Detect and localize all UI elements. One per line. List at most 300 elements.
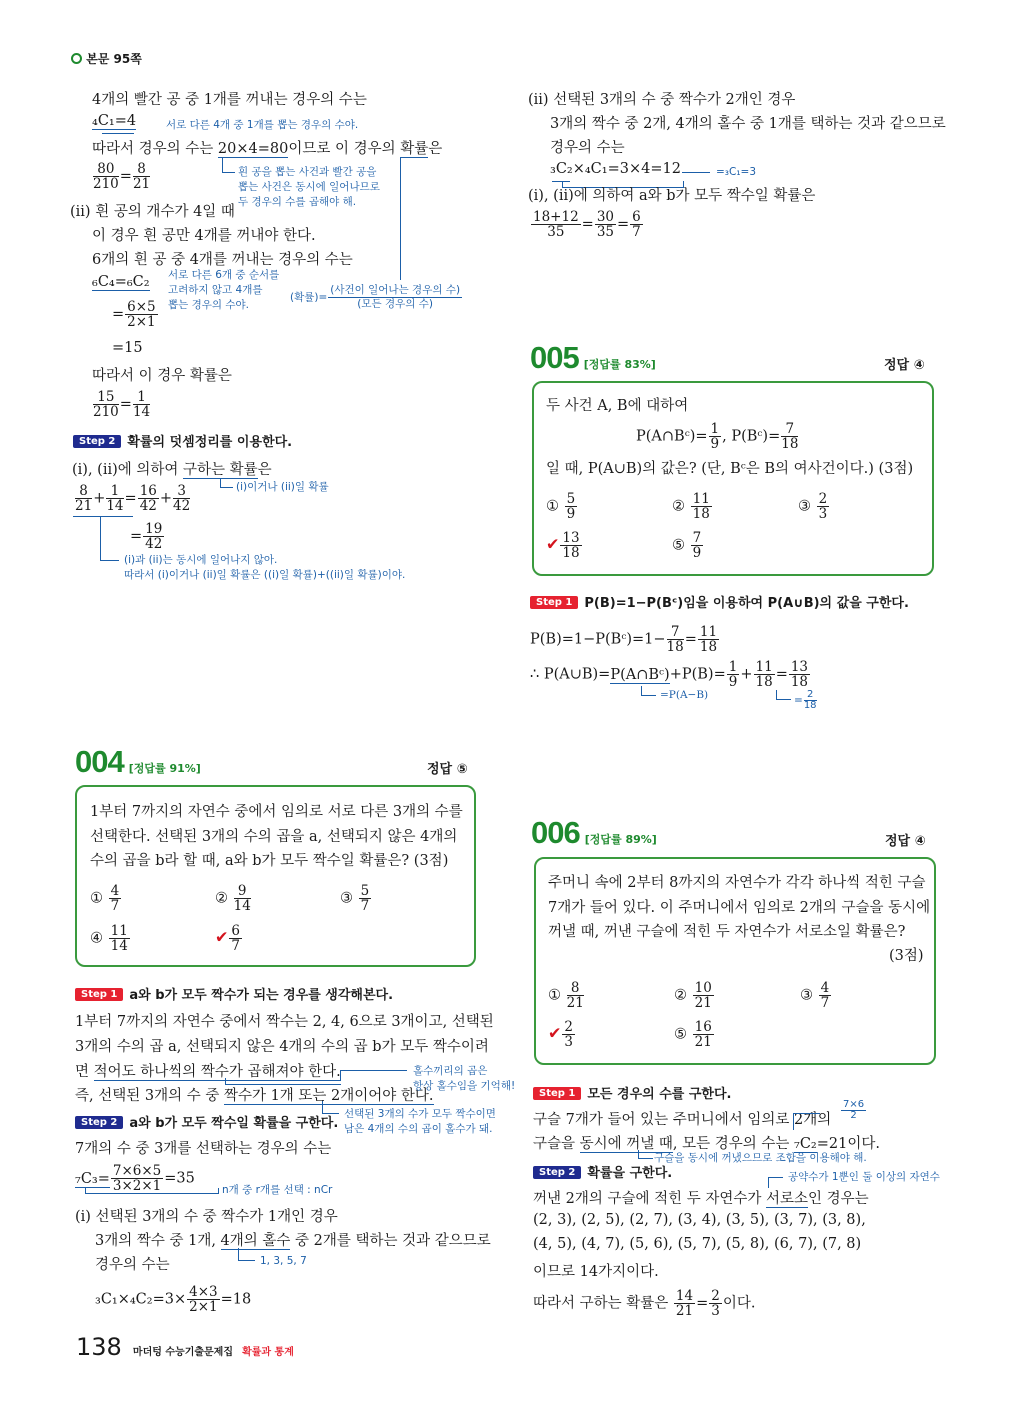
text: 9 — [692, 545, 702, 561]
text: 18 — [562, 545, 580, 561]
choice-1[interactable] — [90, 884, 122, 913]
question-math — [636, 422, 799, 451]
fraction — [754, 660, 775, 689]
probability-formula — [290, 284, 463, 311]
problem-header — [530, 340, 656, 376]
text: 확률의 덧셈정리를 이용한다. — [127, 435, 293, 450]
text: 18 — [699, 639, 718, 655]
text: 홀수끼리의 곱은 — [413, 1065, 488, 1077]
connector — [776, 690, 791, 700]
text: 8 — [75, 484, 92, 499]
text: 2 — [850, 1110, 857, 1121]
step2-badge: Step 2 — [533, 1166, 581, 1179]
text: 5 — [566, 491, 576, 507]
problem-number: 004 — [75, 744, 124, 779]
text: 1 — [710, 421, 720, 437]
text: ⑤ — [672, 537, 685, 554]
step2-badge: Step 2 — [73, 435, 121, 448]
text: P(B)=1−P(Bᶜ)=1− — [530, 631, 666, 648]
text: 1부터 7까지의 자연수 중에서 임의로 서로 다른 3개의 수를 — [90, 804, 463, 820]
text-line — [92, 137, 442, 158]
text: ₇C₃= — [75, 1170, 110, 1187]
text: 42 — [139, 498, 157, 514]
text: 꺼낸 2개의 구슬에 적힌 두 자연수가 — [533, 1191, 766, 1207]
text: 1 — [133, 390, 150, 405]
step-heading — [533, 1162, 672, 1181]
annotation — [238, 165, 380, 210]
text-line: 경우의 수는 — [550, 140, 625, 156]
text: 11 — [692, 491, 710, 507]
text-line: 3개의 수의 곱 a, 선택되지 않은 4개의 수의 곱 b가 모두 짝수이려 — [75, 1039, 489, 1055]
connector — [225, 1078, 341, 1085]
annotation — [168, 268, 279, 313]
text-line: (ii) 흰 공의 개수가 4일 때 — [70, 204, 235, 220]
text: a와 b가 모두 짝수가 되는 경우를 생각해본다. — [129, 988, 394, 1003]
text: 동시에 꺼낼 때 — [579, 1136, 673, 1152]
text: (사건이 일어나는 경우의 수) — [330, 284, 461, 296]
text-line — [92, 113, 136, 129]
fraction — [781, 422, 798, 451]
choice-4-correct[interactable] — [548, 1020, 576, 1049]
annotation: 공약수가 1뿐인 둘 이상의 자연수 — [788, 1171, 940, 1183]
text-line: 이 경우 흰 공만 4개를 꺼내야 한다. — [92, 228, 316, 244]
text: 10 — [694, 980, 712, 996]
text: 006 — [531, 815, 580, 850]
math — [530, 660, 811, 689]
math — [530, 625, 720, 654]
text: 7 — [110, 898, 120, 914]
fraction — [804, 690, 817, 711]
math: ₄C₁=4 — [92, 113, 137, 129]
text: 확률 — [400, 141, 429, 157]
text: ① — [548, 987, 561, 1004]
text: 8 — [133, 162, 150, 177]
checkmark-icon: ✔ — [548, 1023, 562, 1043]
text: 21 — [566, 995, 584, 1011]
fraction — [109, 924, 130, 953]
text-line: (ii) 선택된 3개의 수 중 짝수가 2개인 경우 — [528, 92, 796, 108]
math: = $\frac{19}{42}$ — [130, 521, 163, 552]
fraction — [229, 924, 242, 953]
text: (모든 경우의 수) — [357, 298, 434, 310]
fraction — [531, 210, 581, 239]
text: 2×1 — [189, 1299, 218, 1315]
text: , 모든 경우의 수는 — [672, 1136, 795, 1152]
text: 18+12 — [533, 209, 579, 225]
text: 3 — [564, 1034, 573, 1050]
text: = — [696, 1295, 709, 1312]
step-heading — [533, 1083, 731, 1102]
choice-5[interactable] — [672, 531, 704, 560]
text: 21 — [132, 176, 151, 192]
step-heading — [75, 1112, 338, 1131]
text: 16 — [139, 483, 157, 499]
text: 수의 곱을 b라 할 때, a와 b가 모두 짝수일 확률은? (3점) — [90, 853, 449, 869]
text: 뽑는 경우의 수야. — [168, 299, 250, 311]
text: 18 — [755, 674, 773, 690]
text-line: 7개의 수 중 3개를 선택하는 경우의 수는 — [75, 1141, 332, 1157]
choice-3[interactable] — [800, 981, 832, 1010]
text: 따라서 구하는 확률은 — [533, 1295, 673, 1312]
text: 35 — [596, 224, 615, 240]
fraction — [691, 531, 704, 560]
text-line: 이므로 14가지이다. — [533, 1264, 659, 1280]
text: 18 — [692, 506, 710, 522]
text: 3개의 짝수 중 1개, — [95, 1233, 221, 1249]
correct-rate: [정답률 91%] — [128, 762, 201, 775]
fraction — [173, 484, 190, 513]
text: 14 — [132, 404, 151, 420]
text: ∴ P(A∪B)= — [530, 666, 611, 683]
text: 짝수가 1개 또는 2개이어야 한다. — [223, 1088, 434, 1104]
answer-label: 정답 ④ — [885, 834, 926, 849]
connector — [102, 133, 134, 135]
fraction — [93, 162, 119, 191]
text: 은 — [257, 462, 272, 478]
text: 7 — [632, 224, 641, 240]
text-line — [533, 1132, 880, 1153]
text: 고려하지 않고 4개를 — [168, 284, 263, 296]
text: 확률을 구한다. — [587, 1166, 673, 1181]
connector — [220, 478, 233, 488]
text: 뽑는 사건은 동시에 일어나므로 — [238, 181, 380, 193]
text: 11 — [755, 659, 773, 675]
text: 이다. — [722, 1295, 756, 1312]
text-line: 6개의 흰 공 중 4개를 꺼내는 경우의 수는 — [92, 252, 353, 268]
fraction — [133, 390, 150, 419]
fraction — [234, 884, 251, 913]
fraction — [187, 1285, 220, 1314]
checkmark-icon: ✔ — [546, 534, 560, 554]
annotation: n개 중 r개를 선택 : nCr — [222, 1184, 333, 1196]
question-text — [548, 871, 930, 945]
fraction — [138, 484, 159, 513]
fraction — [106, 484, 123, 513]
step-heading — [530, 592, 909, 611]
annotation — [344, 1107, 496, 1137]
text: 7 — [820, 995, 830, 1011]
math: $\frac{80}{210}$ = $\frac{8}{21}$ — [93, 161, 151, 192]
annotation — [124, 553, 405, 583]
text: 14 — [110, 938, 128, 954]
text: 7 — [781, 422, 798, 437]
step1-badge: Step 1 — [533, 1087, 581, 1100]
reference-text: 본문 95쪽 — [86, 52, 142, 66]
text: = — [794, 694, 803, 707]
text: 42 — [145, 536, 163, 552]
connector — [641, 686, 656, 696]
fraction — [693, 981, 714, 1010]
text: 35 — [547, 224, 565, 240]
footer — [76, 1333, 294, 1361]
step1-badge: Step 1 — [530, 596, 578, 609]
fraction — [567, 981, 584, 1010]
text: 80 — [93, 162, 119, 177]
text: 항상 홀수임을 기억해! — [413, 1080, 516, 1092]
text: 14 — [233, 898, 251, 914]
fraction — [75, 484, 92, 513]
choice-1[interactable] — [548, 981, 585, 1010]
connector — [638, 1150, 653, 1159]
text: 18 — [781, 436, 799, 452]
answer-label: 정답 ⑤ — [427, 762, 468, 777]
text: 9 — [728, 674, 738, 690]
step2-badge: Step 2 — [75, 1116, 123, 1129]
text: 인 경우는 — [808, 1191, 869, 1207]
choice-5[interactable] — [674, 1020, 715, 1049]
fraction — [667, 625, 684, 654]
math: =15 — [112, 340, 143, 356]
text: P(B)=1−P(Bᶜ)임을 이용하여 P(A∪B)의 값을 구한다. — [584, 596, 909, 611]
text: 3 — [173, 484, 190, 499]
fraction — [562, 1020, 575, 1049]
text: 2 — [564, 1019, 573, 1035]
text: 11 — [110, 923, 128, 939]
choice-3[interactable] — [340, 884, 372, 913]
text-line: 3개의 짝수 중 2개, 4개의 홀수 중 1개를 택하는 것과 같으므로 — [550, 116, 946, 132]
text: 흰 공을 뽑는 사건과 빨간 공을 — [238, 166, 377, 178]
text: 4 — [820, 980, 830, 996]
fraction — [359, 884, 372, 913]
fraction — [693, 1020, 714, 1049]
fraction — [595, 210, 616, 239]
question-text: 일 때, P(A∪B)의 값은? (단, Bᶜ은 B의 여사건이다.) (3점) — [546, 461, 914, 477]
text: 5 — [360, 883, 370, 899]
text: 005 — [530, 340, 579, 375]
math: = $\frac{6\times 5}{2\times 1}$ — [112, 299, 156, 330]
fraction — [674, 1289, 695, 1318]
text: 이므로 이 경우의 — [288, 141, 401, 157]
text-line: (i), (ii)에 의하여 a와 b가 모두 짝수일 확률은 — [528, 188, 816, 204]
text: 7 — [667, 625, 684, 640]
fraction — [630, 210, 643, 239]
fraction — [328, 284, 462, 311]
annotation — [840, 1100, 867, 1121]
annotation: =P(A−B) — [660, 689, 709, 701]
book-title: 마더텅 수능기출문제집 — [132, 1347, 233, 1358]
choice-2[interactable] — [215, 884, 252, 913]
annotation — [794, 690, 818, 711]
text: (i), (ii)에 의하여 — [72, 462, 184, 478]
fraction — [93, 390, 119, 419]
fraction — [817, 492, 830, 521]
text: ③ — [800, 987, 813, 1004]
text: =21이다. — [816, 1136, 880, 1152]
text: 서로 다른 6개 중 순서를 — [168, 269, 280, 281]
text: 15 — [93, 390, 119, 405]
text: 4×3 — [189, 1284, 218, 1300]
text: (확률)= — [290, 291, 328, 304]
points: (3점) — [889, 948, 924, 964]
text-line: 1부터 7까지의 자연수 중에서 짝수는 2, 4, 6으로 3개이고, 선택된 — [75, 1014, 494, 1030]
choice-2[interactable] — [672, 492, 713, 521]
text: 6 — [632, 209, 641, 225]
subject: 확률과 통계 — [242, 1347, 294, 1358]
fraction — [109, 884, 122, 913]
fraction — [789, 660, 810, 689]
text: ① — [90, 890, 103, 907]
text: 즉, 선택된 3개의 수 중 — [75, 1088, 224, 1104]
fraction — [565, 492, 578, 521]
text: 2 — [711, 1288, 720, 1304]
text: =18 — [220, 1291, 252, 1308]
text: 구하는 확률 — [183, 462, 258, 478]
fraction — [143, 522, 164, 551]
connector — [400, 158, 402, 280]
text: 9 — [566, 506, 576, 522]
text: 남은 4개의 수의 곱이 홀수가 돼. — [344, 1123, 493, 1135]
text: 20×4=80 — [217, 141, 289, 157]
text-line — [92, 274, 150, 290]
text: a와 b가 모두 짝수일 확률을 구한다. — [129, 1116, 339, 1131]
text: 7개가 들어 있다. 이 주머니에서 임의로 2개의 구슬을 동시에 — [548, 899, 931, 916]
text: 모든 경우의 수를 구한다. — [587, 1087, 732, 1102]
text: +P(B)= — [669, 666, 726, 683]
connector — [238, 1248, 255, 1261]
circle-icon — [71, 53, 82, 64]
text: 7 — [692, 530, 702, 546]
page-number: 138 — [76, 1333, 122, 1361]
text: 3 — [711, 1303, 720, 1319]
connector — [222, 158, 235, 173]
text-line: 따라서 이 경우 확률은 — [92, 368, 232, 384]
math: $\frac{15}{210}$ = $\frac{1}{14}$ — [93, 389, 151, 420]
choice-5-correct[interactable] — [215, 924, 243, 953]
text: ④ — [90, 930, 103, 947]
text-line: (i) 선택된 3개의 수 중 짝수가 1개인 경우 — [75, 1209, 338, 1225]
text: 구슬을 — [533, 1136, 580, 1152]
fraction — [841, 1100, 866, 1121]
text: 30 — [596, 209, 615, 225]
text: 주머니 속에 2부터 8까지의 자연수가 각각 하나씩 적힌 구슬 — [548, 875, 926, 891]
annotation: 1, 3, 5, 7 — [260, 1255, 307, 1267]
text: 선택된 3개의 수가 모두 짝수이면 — [344, 1108, 496, 1120]
text: [정답률 89%] — [584, 833, 657, 846]
text: 14 — [675, 1288, 694, 1304]
text-line — [95, 1229, 491, 1250]
text-line — [72, 458, 272, 479]
text: [정답률 83%] — [583, 358, 656, 371]
text: 면 — [75, 1064, 94, 1080]
text: 1 — [728, 659, 738, 675]
problem-header — [531, 815, 657, 851]
fraction — [560, 531, 581, 560]
fraction — [709, 1289, 722, 1318]
text: 21 — [75, 498, 93, 514]
text: ② — [215, 890, 228, 907]
text: 210 — [93, 176, 119, 192]
text: 두 경우의 수를 곱해야 해. — [238, 196, 357, 208]
text: 7×6×5 — [112, 1163, 162, 1179]
text-line: (4, 5), (4, 7), (5, 6), (5, 7), (5, 8), (6, 7), (7, 8) — [533, 1236, 862, 1252]
text-line: 4개의 빨간 공 중 1개를 꺼내는 경우의 수는 — [92, 92, 367, 108]
text: 18 — [803, 700, 817, 711]
text: 4개의 홀수 — [220, 1233, 291, 1249]
text: 9 — [234, 884, 251, 899]
connector — [682, 172, 710, 174]
text: ③ — [798, 498, 811, 515]
math: ₃C₂×₄C₁=3×4=12 — [550, 161, 681, 177]
text: 1 — [106, 484, 123, 499]
annotation: 서로 다른 4개 중 1개를 뽑는 경우의 수야. — [166, 119, 359, 131]
text: (i)과 (ii)는 동시에 일어나지 않아. — [124, 554, 278, 566]
text: 19 — [145, 521, 163, 537]
choice-3[interactable] — [798, 492, 830, 521]
text-line — [75, 1084, 434, 1105]
text: 은 — [428, 141, 443, 157]
annotation: =₃C₁=3 — [716, 166, 757, 178]
text: 3×2×1 — [112, 1178, 162, 1194]
text: 11 — [699, 624, 718, 640]
text: 3 — [818, 506, 828, 522]
text-line — [533, 1289, 755, 1318]
text: 2 — [818, 491, 828, 507]
choice-1[interactable] — [546, 492, 578, 521]
text: ⑤ — [674, 1026, 687, 1043]
text: 8 — [567, 981, 584, 996]
text-line: (2, 3), (2, 5), (2, 7), (3, 4), (3, 5), (3, 7), (3, 8), — [533, 1212, 866, 1228]
text: 18 — [666, 639, 684, 655]
text-line: 구슬 7개가 들어 있는 주머니에서 임의로 2개의 — [533, 1112, 832, 1128]
text: 16 — [694, 1019, 712, 1035]
text: 21 — [675, 1303, 694, 1319]
text: + — [740, 666, 753, 683]
text: 7 — [231, 938, 240, 954]
step-heading — [73, 431, 292, 450]
connector — [340, 1070, 407, 1080]
text: 7 — [360, 898, 370, 914]
text: P(A∩Bᶜ)= — [636, 428, 708, 445]
text: = — [775, 666, 788, 683]
text: 서로소 — [765, 1191, 809, 1207]
connector — [85, 1188, 219, 1194]
math — [95, 1285, 251, 1314]
text: 21 — [694, 1034, 712, 1050]
text: 13 — [562, 530, 580, 546]
annotation — [413, 1064, 515, 1094]
question-text — [90, 800, 463, 874]
problem-header — [75, 744, 201, 780]
text: 중 2개를 택하는 것과 같으므로 — [290, 1233, 491, 1249]
text: 42 — [173, 498, 191, 514]
fraction — [698, 625, 719, 654]
choice-4-correct[interactable] — [546, 531, 583, 560]
text: 7×6 — [843, 1099, 865, 1110]
text: 4 — [110, 883, 120, 899]
annotation: (i)이거나 (ii)일 확률 — [236, 481, 329, 493]
text: 6 — [231, 923, 240, 939]
text: ₆C₄=₆C₂ — [92, 274, 150, 290]
text-line: 경우의 수는 — [95, 1257, 170, 1273]
text: 따라서 (i)이거나 (ii)일 확률은 ((i)일 확률)+((ii)일 확률)이야. — [124, 569, 406, 581]
text: ③ — [340, 890, 353, 907]
step1-badge: Step 1 — [75, 988, 123, 1001]
fraction — [709, 422, 722, 451]
choice-2[interactable] — [674, 981, 715, 1010]
text-line — [533, 1187, 869, 1208]
fraction — [133, 162, 150, 191]
choice-4[interactable] — [90, 924, 131, 953]
text: 꺼낼 때, 꺼낸 구슬에 적힌 두 자연수가 서로소일 확률은? — [548, 924, 906, 940]
text: 21 — [694, 995, 712, 1011]
checkmark-icon: ✔ — [215, 927, 229, 947]
answer-label: 정답 ④ — [884, 358, 925, 373]
fraction — [819, 981, 832, 1010]
annotation: 구슬을 동시에 꺼냈으므로 조합을 이용해야 해. — [654, 1152, 867, 1164]
section-reference — [71, 50, 142, 67]
fraction — [691, 492, 712, 521]
text: ① — [546, 498, 559, 515]
